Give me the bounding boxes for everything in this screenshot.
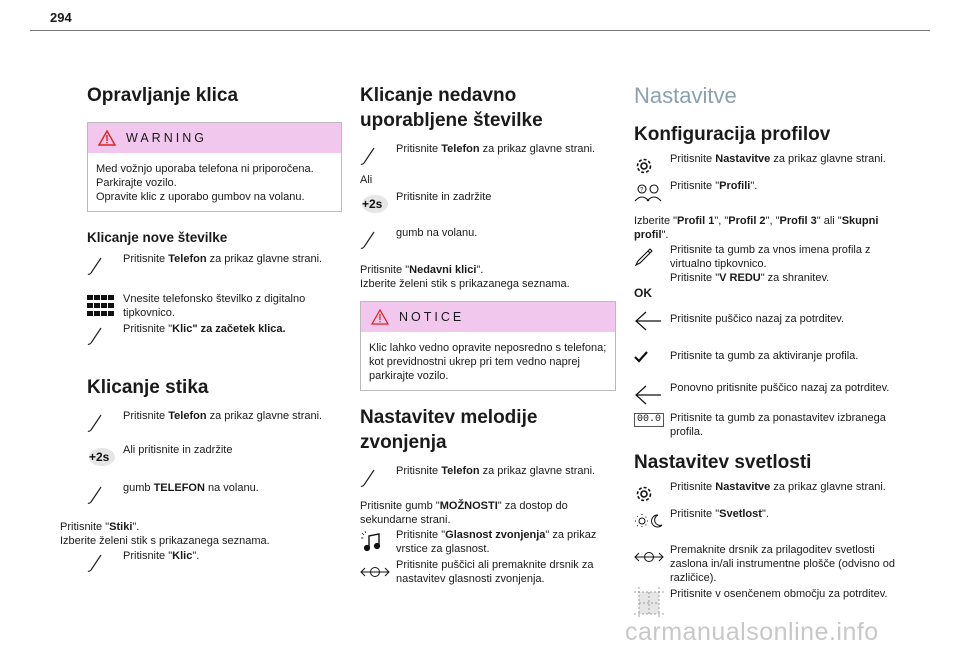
notice-icon <box>371 309 389 325</box>
notice-label: NOTICE <box>399 310 465 324</box>
finger-press-icon <box>360 146 378 166</box>
music-note-icon <box>360 530 382 554</box>
paragraph: Ali <box>360 174 373 186</box>
instruction-row: Pritisnite Nastavitve za prikaz glavne strani. <box>634 479 896 509</box>
instruction-row: 00.0 Pritisnite ta gumb za ponastavitev izbranega profila. <box>634 410 896 440</box>
section-title: Nastavitev melodije zvonjenja <box>360 407 538 453</box>
instruction-row: Pritisnite ta gumb za vnos imena profila z virtualno tipkovnico. <box>634 242 896 272</box>
paragraph: Pritisnite "Nedavni klici". Izberite želeni stik s prikazanega seznama. <box>360 264 570 290</box>
slider-arrows-icon <box>634 548 664 566</box>
instruction-row: +2s Pritisnite in zadržite <box>360 189 616 219</box>
instruction-row: Premaknite drsnik za prilagoditev svetlosti zaslona in/ali instrumentne plošče (odvisno od različice). <box>634 542 896 585</box>
gear-icon <box>634 156 654 176</box>
instruction-row: Pritisnite "Klic" za začetek klica. <box>87 321 342 351</box>
svg-text:+2s: +2s <box>89 450 110 464</box>
instruction-row: Pritisnite "Klic". <box>87 548 342 578</box>
steering-phone-button-icon <box>87 446 117 468</box>
finger-press-icon <box>87 413 105 433</box>
shaded-area-icon <box>634 587 664 619</box>
back-arrow-icon <box>634 310 662 332</box>
instruction-row: +2s Ali pritisnite in zadržite <box>87 442 342 472</box>
instruction-row: Pritisnite "Svetlost". <box>634 506 896 536</box>
instruction-row: Ponovno pritisnite puščico nazaj za potrditev. <box>634 380 896 410</box>
subsection-title: Klicanje nove številke <box>87 230 228 245</box>
steering-phone-button-icon <box>360 193 390 215</box>
paragraph: Izberite "Profil 1", "Profil 2", "Profil 3" ali "Skupni profil". <box>634 215 879 241</box>
paragraph: Pritisnite gumb "MOŽNOSTI" za dostop do sekundarne strani. <box>360 500 568 526</box>
finger-press-icon <box>360 468 378 488</box>
paragraph: Pritisnite "Stiki". Izberite želeni stik s prikazanega seznama. <box>60 521 270 547</box>
instruction-row: Vnesite telefonsko številko z digitalno tipkovnico. <box>87 291 342 321</box>
svg-text:?: ? <box>640 187 644 194</box>
column-1 <box>60 80 342 578</box>
finger-press-icon <box>87 256 105 276</box>
column-3 <box>634 80 896 620</box>
slider-arrows-icon <box>360 563 390 581</box>
instruction-row: OK Pritisnite "V REDU" za shranitev. <box>634 272 830 300</box>
finger-press-icon <box>87 326 105 346</box>
column-2 <box>360 80 616 587</box>
section-title: Opravljanje klica <box>87 85 239 106</box>
section-title: Klicanje nedavno uporabljene številke <box>360 85 543 131</box>
back-arrow-icon <box>634 384 662 406</box>
instruction-row: Pritisnite v osenčenem območju za potrditev. <box>634 586 896 620</box>
checkmark-icon <box>634 351 648 363</box>
section-title: Klicanje stika <box>87 377 209 398</box>
header-divider <box>30 30 930 31</box>
instruction-row: Pritisnite Telefon za prikaz glavne strani. <box>87 408 342 438</box>
keypad-icon <box>87 295 115 317</box>
instruction-row: Pritisnite Telefon za prikaz glavne strani. <box>87 251 342 281</box>
finger-press-icon <box>87 485 105 505</box>
section-title: Nastavitev svetlosti <box>634 452 812 473</box>
instruction-row: Pritisnite ta gumb za aktiviranje profila. <box>634 342 896 372</box>
brightness-icon <box>634 512 664 530</box>
instruction-row: Pritisnite Telefon za prikaz glavne strani. <box>360 141 616 171</box>
instruction-row: Pritisnite puščico nazaj za potrditev. <box>634 306 896 336</box>
instruction-row: Pritisnite puščici ali premaknite drsnik za nastavitev glasnosti zvonjenja. <box>360 557 616 587</box>
pencil-icon <box>634 247 654 267</box>
finger-press-icon <box>360 230 378 250</box>
instruction-row: Pritisnite "Glasnost zvonjenja" za prikaz vrstice za glasnost. <box>360 527 616 557</box>
warning-icon <box>98 130 116 146</box>
gear-icon <box>634 484 654 504</box>
page-number: 294 <box>50 10 72 25</box>
notice-text: Klic lahko vedno opravite neposredno s telefona; kot previdnostni ukrep pri tem vedno naprej parkirajte vozilo. <box>369 342 607 382</box>
instruction-row: ? Pritisnite "Profili". <box>634 178 896 208</box>
finger-press-icon <box>87 553 105 573</box>
warning-line: Opravite klic z uporabo gumbov na volanu. <box>96 191 305 203</box>
notice-box <box>360 301 616 391</box>
instruction-row: gumb na volanu. <box>360 225 616 255</box>
svg-text:+2s: +2s <box>362 197 383 211</box>
warning-line: Parkirajte vozilo. <box>96 177 177 189</box>
section-title: Konfiguracija profilov <box>634 124 831 145</box>
watermark: carmanualsonline.info <box>625 618 879 646</box>
reset-badge-icon: 00.0 <box>634 413 664 427</box>
warning-label: WARNING <box>126 131 207 145</box>
warning-box <box>87 122 342 212</box>
instruction-row: gumb TELEFON na volanu. <box>87 480 342 510</box>
instruction-row: Pritisnite Telefon za prikaz glavne strani. <box>360 463 616 493</box>
instruction-row: Pritisnite Nastavitve za prikaz glavne strani. <box>634 151 896 181</box>
profiles-icon <box>634 182 664 204</box>
chapter-title: Nastavitve <box>634 83 737 108</box>
warning-line: Med vožnjo uporaba telefona ni priporočena. <box>96 163 314 175</box>
ok-label: OK <box>634 286 652 300</box>
